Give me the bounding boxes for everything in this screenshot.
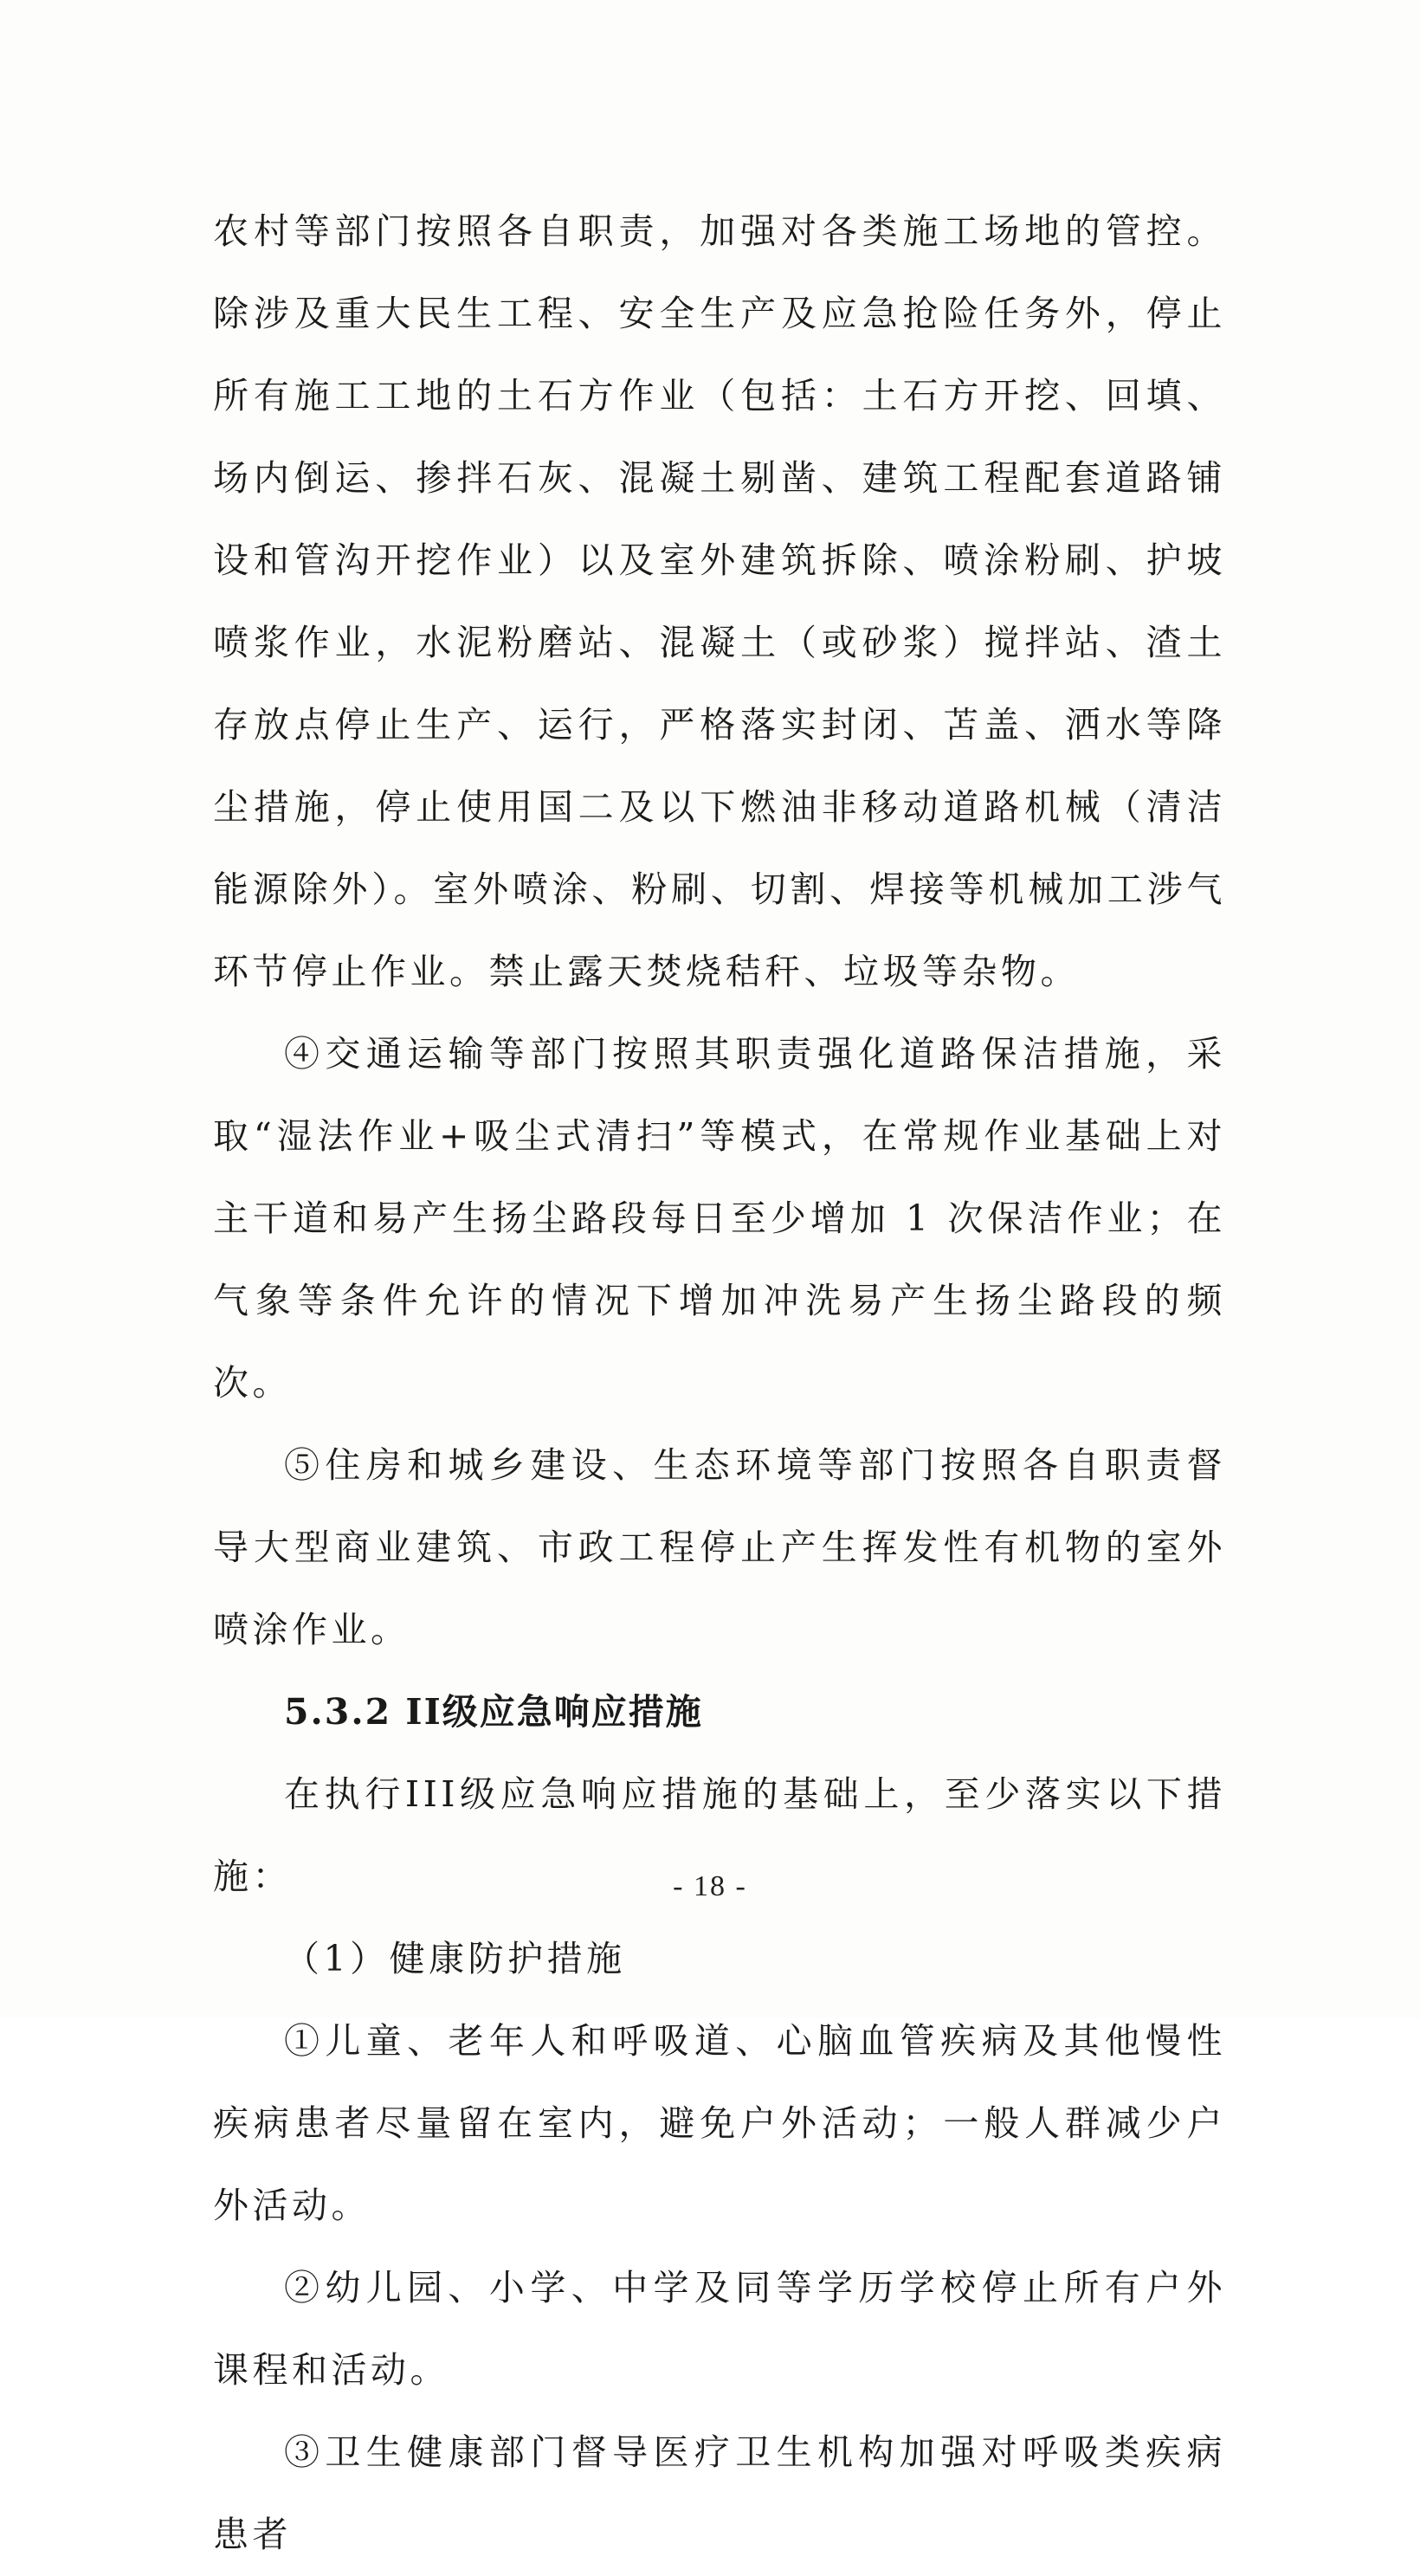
paragraph-spray-painting: ⑤住房和城乡建设、生态环境等部门按照各自职责督导大型商业建筑、市政工程停止产生挥发性有机物的室外喷涂作业。 <box>213 1444 1226 1650</box>
paragraph-road-cleaning: ④交通运输等部门按照其职责强化道路保洁措施，采取“湿法作业+吸尘式清扫”等模式，在常规作业基础上对主干道和易产生扬尘路段每日至少增加 1 次保洁作业；在气象等条件允许的情况下增加冲洗易产生扬尘路段的频次。 <box>213 1033 1226 1404</box>
paragraph-intro-measures: 在执行III级应急响应措施的基础上，至少落实以下措施： <box>213 1773 1226 1897</box>
subheading-health-protection: （1）健康防护措施 <box>284 1938 626 1979</box>
page-number: - 18 - <box>673 1870 747 1902</box>
section-heading-5-3-2: 5.3.2 II级应急响应措施 <box>284 1691 703 1733</box>
document-body <box>213 190 1226 2576</box>
paragraph-schools: ②幼儿园、小学、中学及同等学历学校停止所有户外课程和活动。 <box>213 2267 1226 2391</box>
paragraph-construction-control: 农村等部门按照各自职责，加强对各类施工场地的管控。除涉及重大民生工程、安全生产及应急抢险任务外，停止所有施工工地的土石方作业（包括：土石方开挖、回填、场内倒运、掺拌石灰、混凝土剔凿、建筑工程配套道路铺设和管沟开挖作业）以及室外建筑拆除、喷涂粉刷、护坡喷浆作业，水泥粉磨站、混凝土（或砂浆）搅拌站、渣土存放点停止生产、运行，严格落实封闭、苫盖、洒水等降尘措施，停止使用国二及以下燃油非移动道路机械（清洁能源除外）。室外喷涂、粉刷、切割、焊接等机械加工涉气环节停止作业。禁止露天焚烧秸秆、垃圾等杂物。 <box>213 210 1226 992</box>
paragraph-health-department: ③卫生健康部门督导医疗卫生机构加强对呼吸类疾病患者 <box>213 2431 1226 2555</box>
paragraph-children-elderly: ①儿童、老年人和呼吸道、心脑血管疾病及其他慢性疾病患者尽量留在室内，避免户外活动；一般人群减少户外活动。 <box>213 2020 1226 2226</box>
